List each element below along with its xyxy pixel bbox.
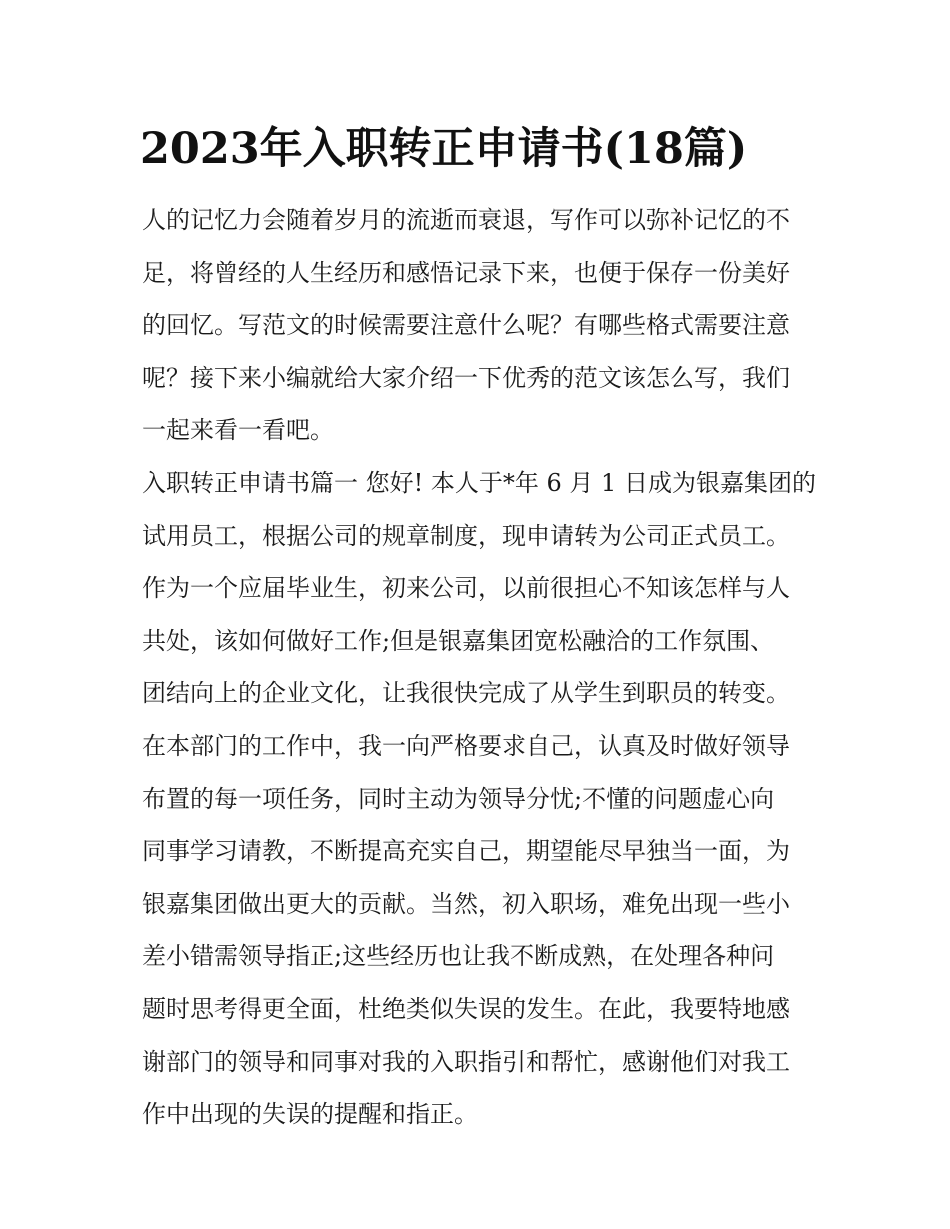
intro-line: 一起来看一看吧。 <box>142 416 334 445</box>
article-line: 谢部门的领导和同事对我的入职指引和帮忙，感谢他们对我工 <box>142 1047 790 1076</box>
article-line: 试用员工，根据公司的规章制度，现申请转为公司正式员工。 <box>142 521 790 550</box>
article-line: 差小错需领导指正;这些经历也让我不断成熟，在处理各种问 <box>142 942 775 971</box>
article-line: 作中出现的失误的提醒和指正。 <box>142 1100 478 1129</box>
article-line: 团结向上的企业文化，让我很快完成了从学生到职员的转变。 <box>142 679 790 708</box>
article-line: 共处，该如何做好工作;但是银嘉集团宽松融洽的工作氛围、 <box>142 626 775 655</box>
article-line: 银嘉集团做出更大的贡献。当然，初入职场，难免出现一些小 <box>142 889 790 918</box>
article-line: 布置的每一项任务，同时主动为领导分忧;不懂的问题虚心向 <box>142 784 775 813</box>
document-title: 2023年入职转正申请书(18篇) <box>140 124 748 174</box>
intro-line: 的回忆。写范文的时候需要注意什么呢？有哪些格式需要注意 <box>142 311 790 340</box>
document-body <box>142 194 822 1141</box>
article-line: 同事学习请教，不断提高充实自己，期望能尽早独当一面，为 <box>142 837 790 866</box>
article-paragraph <box>142 457 822 1141</box>
article-line: 作为一个应届毕业生，初来公司，以前很担心不知该怎样与人 <box>142 574 790 603</box>
article-line: 题时思考得更全面，杜绝类似失误的发生。在此，我要特地感 <box>142 994 790 1023</box>
intro-paragraph <box>142 194 822 457</box>
intro-line: 人的记忆力会随着岁月的流逝而衰退，写作可以弥补记忆的不 <box>142 206 790 234</box>
intro-line: 呢？接下来小编就给大家介绍一下优秀的范文该怎么写，我们 <box>142 363 790 392</box>
intro-line: 足，将曾经的人生经历和感悟记录下来，也便于保存一份美好 <box>142 258 790 287</box>
article-line: 入职转正申请书篇一 您好! 本人于*年 6 月 1 日成为银嘉集团的 <box>142 468 816 497</box>
article-line: 在本部门的工作中，我一向严格要求自己，认真及时做好领导 <box>142 731 790 760</box>
